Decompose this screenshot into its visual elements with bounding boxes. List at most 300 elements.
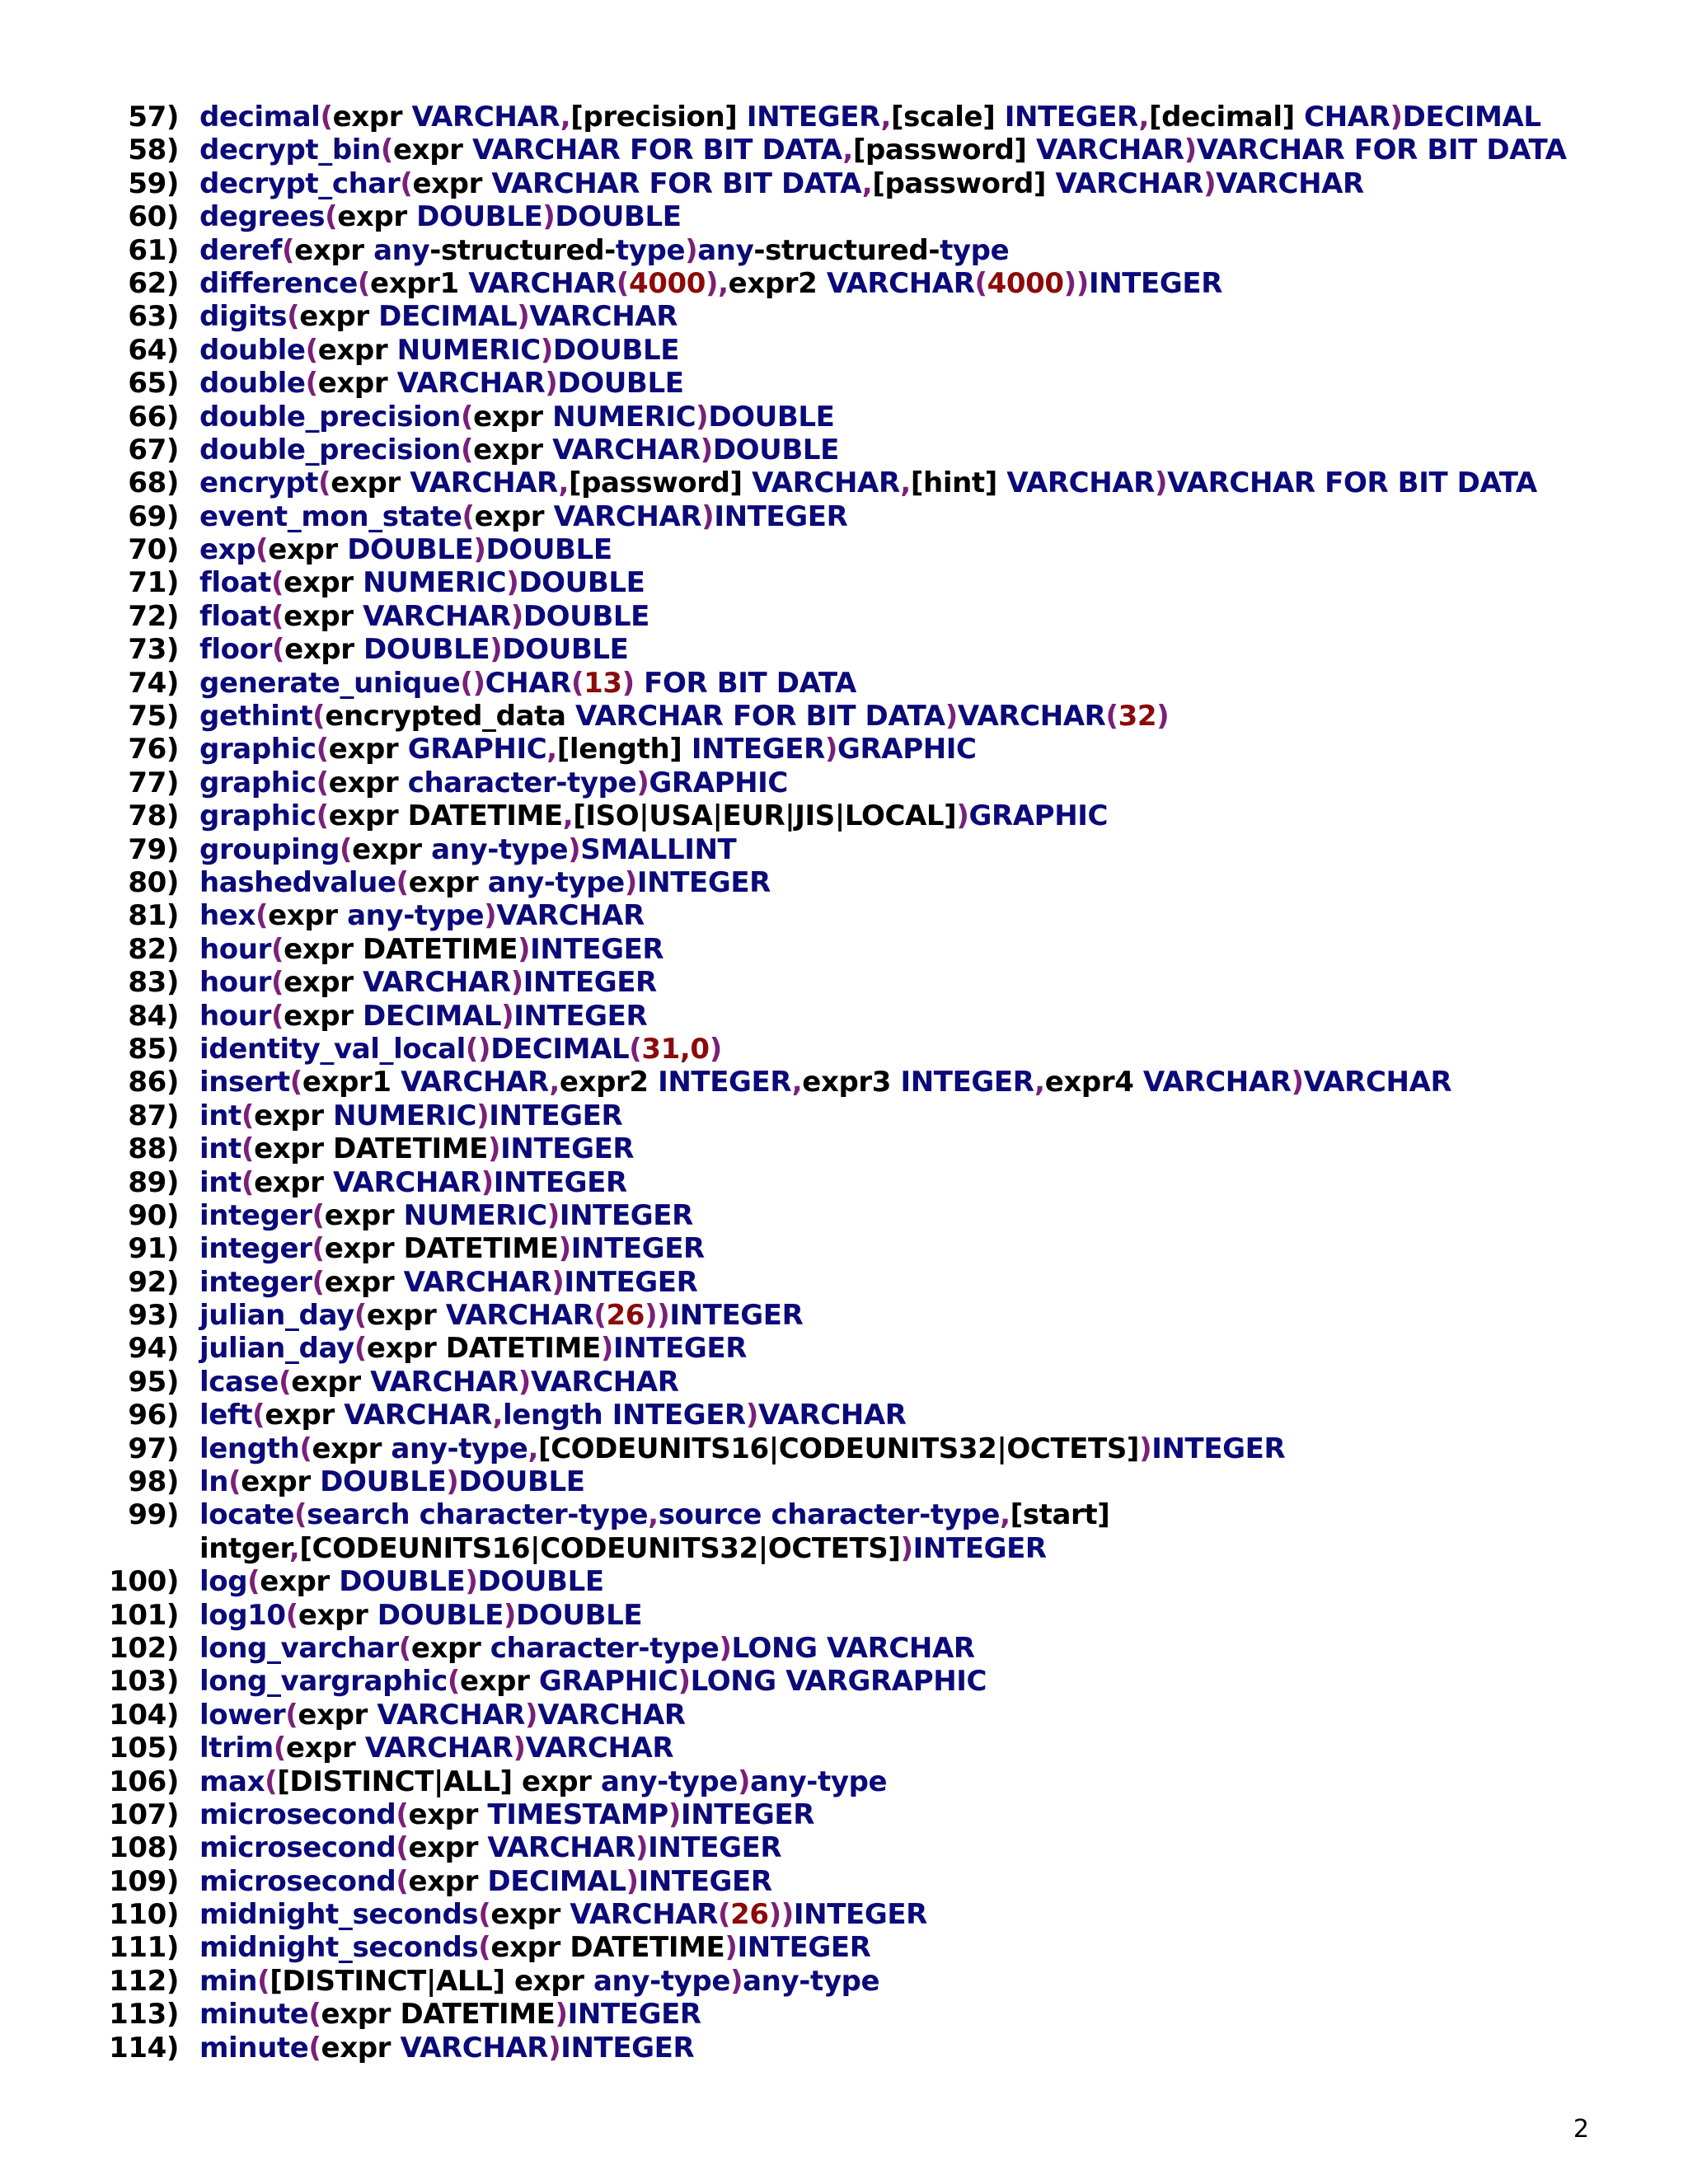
signature-token: INTEGER [691,733,825,766]
signature-token: INTEGER [746,101,881,134]
signature-token: ) [696,400,709,434]
entry-number: 104) [109,1698,179,1732]
signature-token: ( [308,2031,321,2064]
signature-token: ( [270,932,284,966]
signature-token: VARCHAR [363,966,511,1000]
signature-token: VARCHAR [525,1732,674,1765]
signature-token: VARCHAR [570,1898,718,1932]
entry-number: 73) [128,633,179,667]
function-signature [199,1665,987,1698]
signature-token: ) [540,333,553,367]
signature-token: ( [316,799,329,833]
signature-token: any-type [600,1765,738,1798]
signature-token: VARCHAR [757,1399,907,1432]
function-signature [199,267,1222,300]
signature-token: ( [241,1099,255,1132]
signature-token: expr [408,1831,488,1865]
entry-number: 57) [128,101,179,134]
signature-token: ( [570,666,584,700]
signature-token: ) [1154,466,1168,500]
function-entry [0,1033,1688,1066]
signature-token: long_varchar [199,1631,399,1665]
signature-token: , [549,1066,560,1099]
signature-token: any-type [750,1765,888,1798]
function-entry [0,1299,1688,1332]
entry-number: 64) [128,333,179,367]
signature-token: ( [325,200,338,234]
signature-token: VARCHAR [552,433,701,466]
signature-token: log10 [199,1598,286,1632]
function-entry [0,1632,1688,1665]
function-entry [0,1898,1688,1931]
entry-line [0,334,1688,367]
signature-token: ( [312,1232,325,1266]
signature-token: DOUBLE [502,633,629,667]
entry-number: 112) [109,1964,179,1998]
signature-token: FOR BIT DATA [634,666,856,700]
function-signature [199,1132,634,1165]
signature-token: INTEGER [560,2031,695,2064]
signature-token: expr DATETIME [324,1232,559,1266]
signature-token: expr [284,599,363,633]
function-entry [0,1931,1688,1964]
signature-token: INTEGER [900,1066,1035,1099]
signature-token: deref [199,233,283,267]
signature-token: graphic [199,733,316,766]
signature-token: expr [284,566,363,600]
signature-token: expr DATETIME [254,1132,489,1166]
entry-number: 86) [128,1066,179,1099]
entry-number: 67) [128,433,179,466]
signature-token: ) [555,1998,568,2032]
function-signature [199,566,645,599]
function-signature [199,466,1537,499]
entry-line [0,633,1688,666]
signature-token: ( [270,999,284,1033]
signature-token: VARCHAR [1142,1066,1292,1099]
signature-token: VARCHAR FOR BIT DATA [1196,134,1567,167]
entry-line [0,234,1688,267]
signature-token: , [562,799,574,833]
entry-line [0,733,1688,766]
function-entry [0,134,1688,166]
signature-token: 31,0 [641,1032,710,1066]
signature-token: ( [460,400,474,434]
entry-line [0,866,1688,899]
signature-token: ) [1203,166,1217,200]
signature-token: ) [481,1165,494,1199]
function-entry [0,300,1688,333]
signature-token: encrypt [199,466,319,500]
signature-token: minute [199,2031,309,2064]
function-signature [199,833,736,866]
signature-token: VARCHAR [445,1299,594,1333]
signature-token: integer [199,1232,312,1266]
entry-number: 102) [109,1631,179,1665]
signature-token: expr [294,233,374,267]
entry-line [0,267,1688,300]
signature-token: 4000 [987,266,1064,300]
entry-number: 90) [128,1198,179,1232]
signature-token: ) [900,1531,913,1565]
entry-line [0,1765,1688,1798]
signature-token: ) [501,999,514,1033]
signature-token: [start] [1010,1498,1110,1532]
function-signature [199,1232,705,1265]
entry-number: 71) [128,566,179,600]
signature-token: VARCHAR [411,101,560,134]
signature-token: NUMERIC [552,400,696,434]
signature-token: INTEGER [1088,266,1222,300]
signature-token: expr3 [802,1066,901,1099]
entry-number: 61) [128,233,179,267]
function-entry [0,1000,1688,1033]
entry-number: 101) [109,1598,179,1632]
function-signature [199,401,834,434]
function-signature [199,1632,975,1665]
signature-token: VARCHAR [1216,166,1364,200]
function-signature [199,866,771,899]
function-entry [0,200,1688,233]
entry-number: 89) [128,1165,179,1199]
signature-token: ) [1184,134,1197,167]
signature-token: INTEGER [793,1898,927,1932]
entry-line [0,667,1688,700]
signature-token: expr [268,533,348,567]
signature-token: DECIMAL [487,1864,626,1898]
signature-token: ( [289,1066,302,1099]
entry-number: 91) [128,1232,179,1266]
signature-token: any [697,233,754,267]
entry-line [0,1732,1688,1765]
signature-token: ) [945,700,958,733]
signature-token: , [492,1399,504,1432]
signature-token: expr [328,733,408,766]
signature-token: , [558,466,569,500]
signature-token: expr [412,166,492,200]
function-signature-list [0,101,1688,2064]
entry-number: 58) [128,134,179,167]
entry-number: 68) [128,466,179,500]
signature-token: ) [1291,1066,1304,1099]
signature-token: expr [321,2031,401,2064]
function-entry [0,600,1688,633]
signature-token: INTEGER [500,1132,635,1166]
entry-number: 79) [128,832,179,866]
signature-token: ( [478,1931,491,1965]
signature-token: ) [824,733,838,766]
function-entry [0,1366,1688,1399]
function-signature [199,367,684,400]
signature-token: ( [285,1598,298,1632]
signature-token: VARCHAR [752,466,901,500]
signature-token: INTEGER [636,865,771,899]
signature-token: VARCHAR [468,266,617,300]
signature-token: int [199,1132,241,1166]
signature-token: 13 [584,666,622,700]
signature-token: julian_day [199,1299,354,1333]
signature-token: expr [268,899,348,933]
entry-number: 106) [109,1765,179,1798]
signature-token: INTEGER [912,1531,1047,1565]
entry-line [0,533,1688,566]
signature-token: ( [308,1998,321,2032]
signature-token: INTEGER [489,1099,623,1132]
signature-token: expr [299,300,379,334]
function-entry [0,234,1688,267]
signature-token: [CODEUNITS16|CODEUNITS32|OCTETS] [299,1531,901,1565]
signature-token: DOUBLE [516,1598,643,1632]
signature-token: expr DATETIME [321,1998,556,2032]
signature-token: INTEGER [714,499,848,533]
entry-line [0,833,1688,866]
signature-token: ( [256,899,269,933]
function-entry [0,1199,1688,1232]
signature-token: VARCHAR [363,599,511,633]
signature-token: DECIMAL [363,999,502,1033]
entry-line [0,1665,1688,1698]
entry-line [0,101,1688,134]
signature-token: gethint [199,700,313,733]
entry-number: 74) [128,666,179,700]
entry-line [0,367,1688,400]
entry-line [0,1798,1688,1831]
signature-token: float [199,599,272,633]
function-entry [0,1765,1688,1798]
function-signature [199,1033,722,1066]
signature-token: decrypt_char [199,166,401,200]
function-entry [0,434,1688,466]
entry-line [0,1532,1688,1565]
entry-line [0,1299,1688,1332]
signature-token: generate_unique [199,666,461,700]
signature-token: ) [624,865,637,899]
signature-token: , [900,466,911,500]
signature-token: ( [400,166,413,200]
signature-token: VARCHAR [396,367,546,401]
signature-token: ( [270,966,284,1000]
signature-token: VARCHAR [401,1066,550,1099]
function-signature [199,1831,781,1864]
signature-token: CHAR [1304,101,1390,134]
function-entry [0,1965,1688,1998]
signature-token: ) [518,1365,531,1399]
entry-line [0,1066,1688,1099]
signature-token: ( [398,1631,411,1665]
signature-token: GRAPHIC [649,766,788,799]
signature-token: ) [621,666,635,700]
entry-number: 69) [128,499,179,533]
function-entry [0,267,1688,300]
signature-token: GRAPHIC [538,1665,678,1699]
entry-line [0,1599,1688,1632]
signature-token: INTEGER [530,932,664,966]
signature-token: floor [199,633,272,667]
signature-token: microsecond [199,1831,396,1865]
signature-token: ) [701,499,715,533]
entry-number: 109) [109,1864,179,1898]
function-signature [199,1299,803,1332]
signature-token: 4000 [628,266,706,300]
entry-number: 82) [128,932,179,966]
signature-token: expr [408,865,488,899]
signature-token: 32 [1118,700,1157,733]
function-entry [0,466,1688,499]
signature-token: [decimal] [1149,101,1305,134]
entry-line [0,1399,1688,1432]
signature-token: degrees [199,200,326,234]
signature-token: type [615,233,686,267]
signature-token: ( [256,533,269,567]
signature-token: ) [545,367,558,401]
signature-token: ( [287,300,300,334]
signature-token: ( [357,266,371,300]
entry-number: 107) [109,1797,179,1831]
function-signature [199,1532,1047,1565]
signature-token: [DISTINCT|ALL] expr [270,1964,593,1998]
function-signature [199,1099,622,1132]
signature-token: , [648,1498,659,1532]
entry-number: 81) [128,899,179,933]
entry-line [0,600,1688,633]
function-signature [199,1332,747,1365]
signature-token: ) [730,1964,743,1998]
signature-token: ( [285,1698,298,1732]
signature-token: expr [254,1165,333,1199]
signature-token: graphic [199,766,316,799]
signature-token: expr1 [302,1066,401,1099]
entry-line [0,1831,1688,1864]
function-signature [199,434,839,466]
function-signature [199,533,612,566]
signature-token: ( [447,1665,460,1699]
signature-token: [DISTINCT|ALL] expr [277,1765,601,1798]
signature-token: ) [488,1132,501,1166]
function-signature [199,200,682,233]
signature-token: CHAR [485,666,571,700]
signature-token: ( [312,700,326,733]
signature-token: VARCHAR FOR BIT DATA [574,700,945,733]
function-entry [0,1399,1688,1432]
function-entry [0,566,1688,599]
signature-token: ( [462,499,475,533]
signature-token: INTEGER [737,1931,871,1965]
signature-token: VARCHAR [529,300,678,334]
entry-line [0,1565,1688,1598]
signature-token: ) [685,233,698,267]
entry-line [0,1232,1688,1265]
function-entry [0,1699,1688,1732]
signature-token: left [199,1399,253,1432]
entry-number: 105) [109,1732,179,1765]
signature-token: hour [199,966,271,1000]
function-entry [0,1665,1688,1698]
signature-token: INTEGER [493,1165,627,1199]
signature-token: , [1000,1498,1010,1532]
entry-number: 92) [128,1265,179,1299]
function-signature [199,1565,604,1598]
signature-token: DOUBLE [339,1565,466,1599]
signature-token: expr [298,1598,377,1632]
signature-token: ( [294,1498,307,1532]
signature-token: , [1034,1066,1045,1099]
entry-number: 66) [128,400,179,434]
signature-token: , [842,134,853,167]
entry-number: 70) [128,533,179,567]
signature-token: VARCHAR FOR BIT DATA [471,134,843,167]
signature-token: () [465,1032,491,1066]
signature-token: ( [396,865,409,899]
signature-token: midnight_seconds [199,1931,479,1965]
function-entry [0,1831,1688,1864]
entry-line [0,1199,1688,1232]
signature-token: int [199,1099,241,1132]
signature-token: VARCHAR [487,1831,636,1865]
signature-token: any-type [391,1432,528,1465]
signature-token: ( [316,766,329,799]
signature-token: DOUBLE [557,367,684,401]
signature-token: ( [396,1797,409,1831]
signature-token: any [373,233,430,267]
function-entry [0,1498,1688,1565]
signature-token: ) [1139,1432,1152,1465]
signature-token: [hint] [910,466,1007,500]
signature-token: ( [354,1299,367,1333]
signature-token: [length] [556,733,692,766]
signature-token: [scale] [891,101,1005,134]
signature-token: ) [542,200,556,234]
signature-token: hour [199,932,271,966]
signature-token: double_precision [199,400,461,434]
signature-token: INTEGER [648,1831,782,1865]
signature-token: 26 [730,1898,769,1932]
function-signature [199,300,678,333]
signature-token: ( [318,466,331,500]
signature-token: any-type [593,1964,730,1998]
entry-number: 84) [128,999,179,1033]
signature-token: expr [490,1898,570,1932]
signature-token: VARCHAR [553,499,702,533]
signature-token: ) [546,1198,560,1232]
signature-token: expr [298,1698,377,1732]
entry-line [0,766,1688,799]
entry-line [0,1033,1688,1066]
signature-token: ( [396,1864,409,1898]
signature-token: ( [629,1032,642,1066]
signature-token: ( [717,1898,731,1932]
signature-token: VARCHAR [1006,466,1155,500]
signature-token: expr [410,1631,490,1665]
signature-token: ) [524,1698,538,1732]
function-signature [199,1432,1285,1465]
signature-token: hour [199,999,271,1033]
signature-token: expr DATETIME [490,1931,725,1965]
signature-token: DOUBLE [377,1598,504,1632]
entry-line [0,1632,1688,1665]
signature-token: microsecond [199,1797,396,1831]
function-entry [0,833,1688,866]
signature-token: max [199,1765,265,1798]
signature-token: ( [279,1365,292,1399]
signature-token: expr [284,999,363,1033]
signature-token: float [199,566,272,600]
signature-token: DECIMAL [378,300,518,334]
function-signature [199,700,1169,733]
signature-token: ( [460,433,474,466]
entry-line [0,1465,1688,1498]
signature-token: VARCHAR [333,1165,481,1199]
signature-token: integer [199,1265,312,1299]
